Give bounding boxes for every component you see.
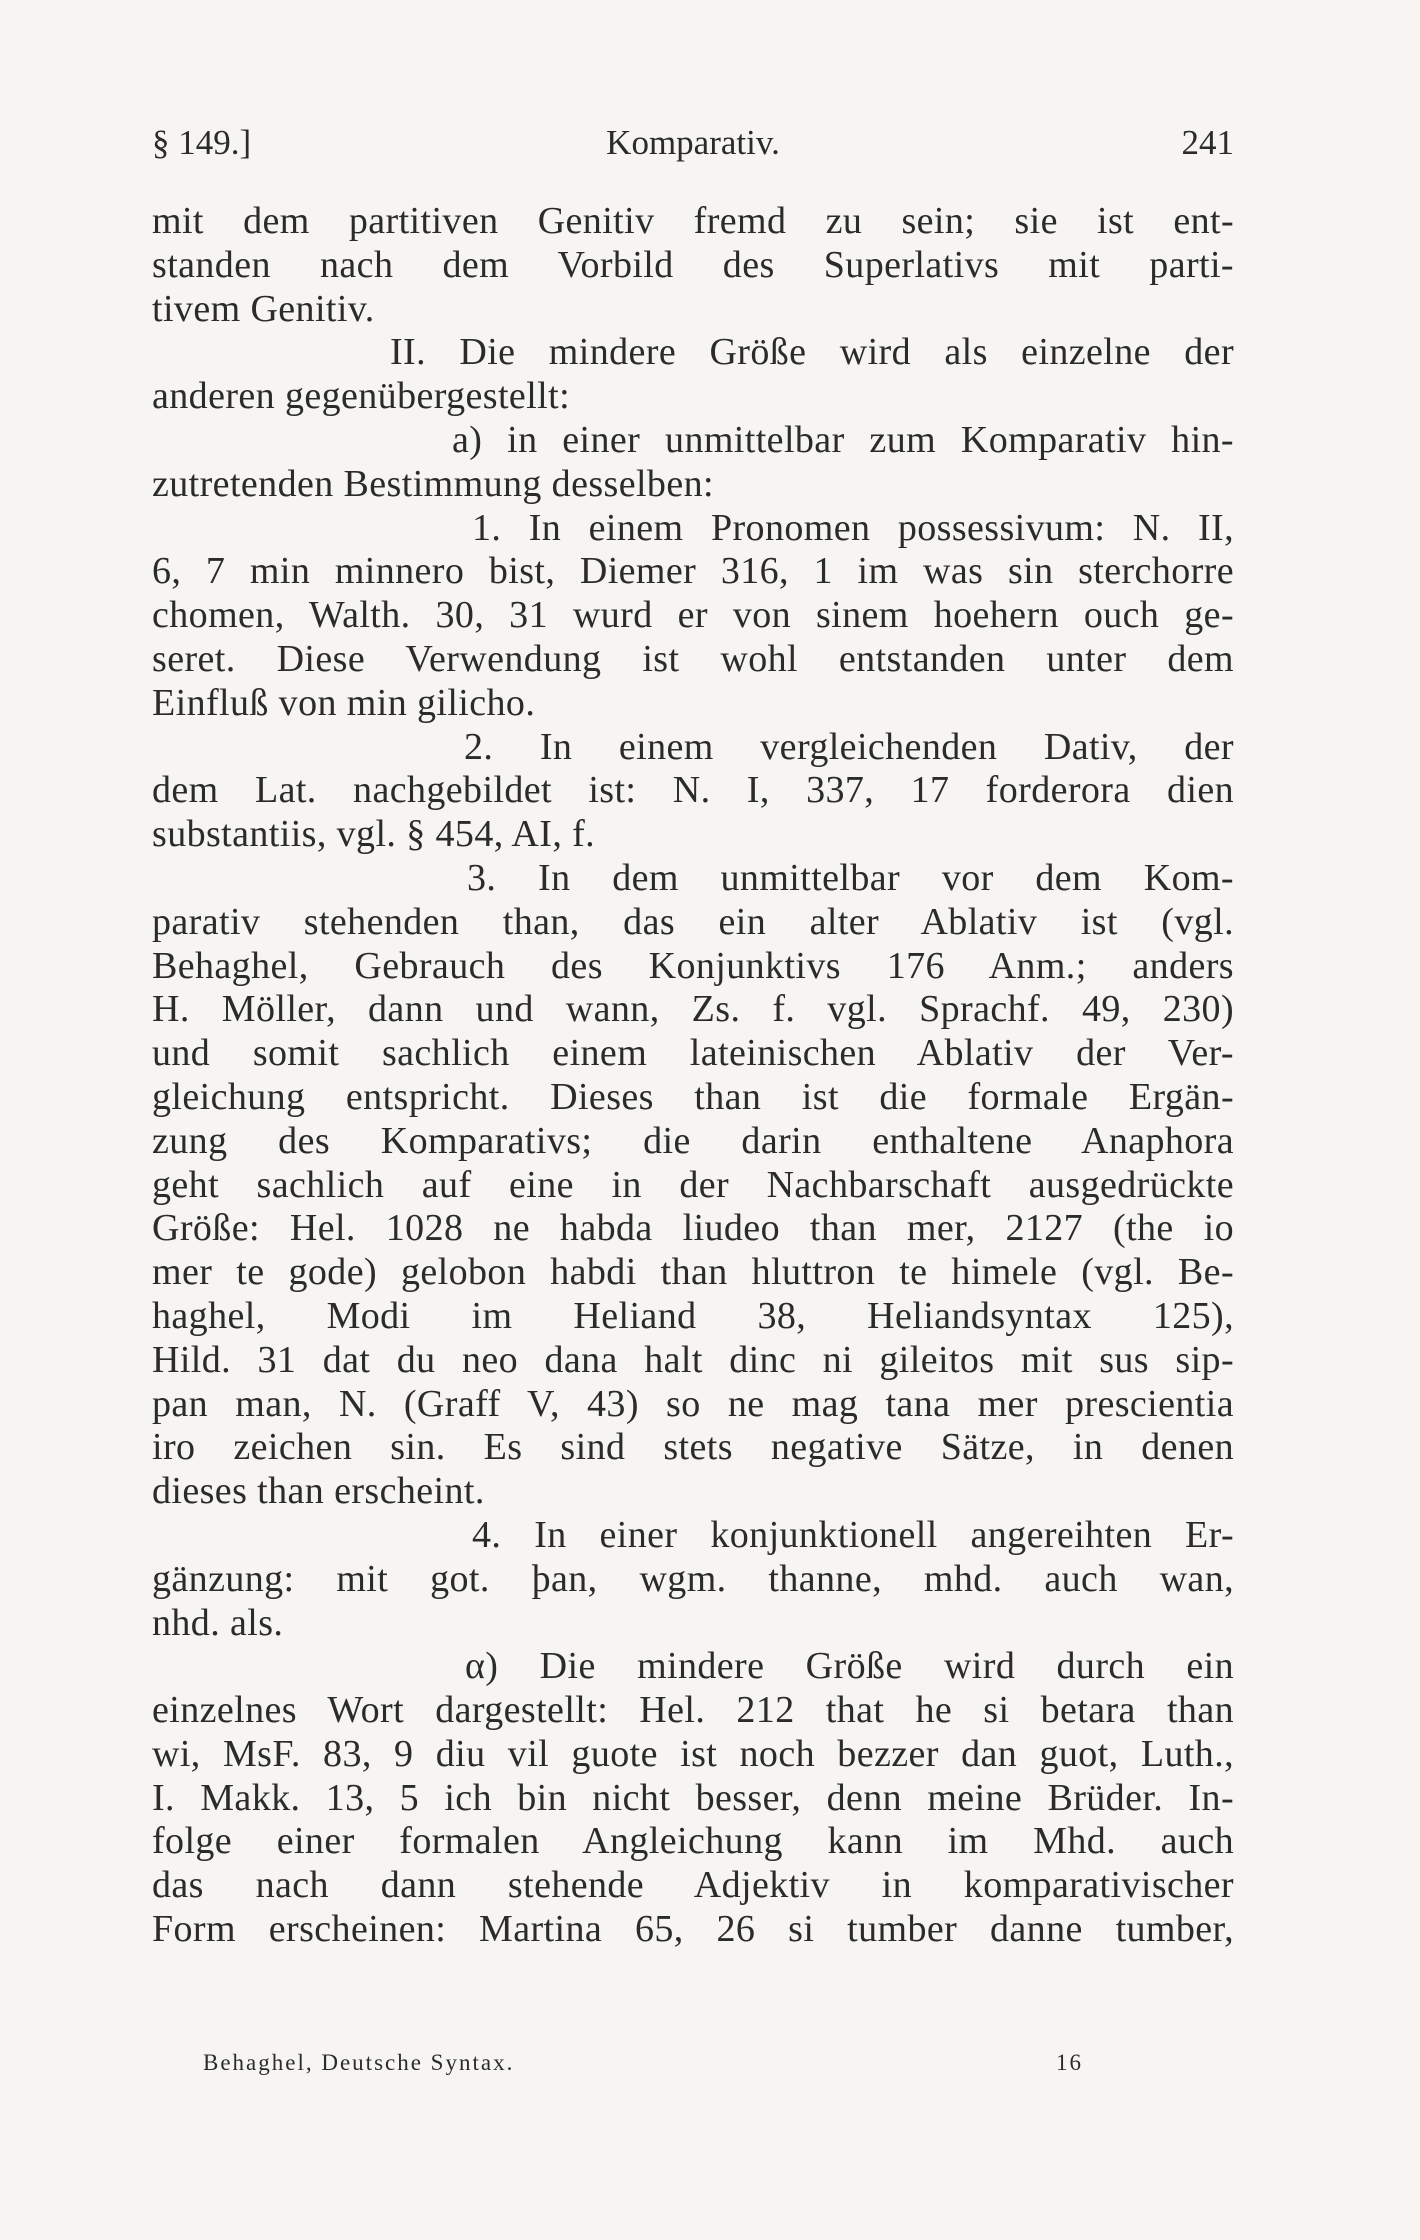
text-line: dem Lat. nachgebildet ist: N. I, 337, 17 forderora dien: [152, 769, 1234, 812]
text-line: Größe: Hel. 1028 ne habda liudeo than mer, 2127 (the io: [152, 1207, 1234, 1250]
text-line: II. Die mindere Größe wird als einzelne der: [390, 331, 1234, 374]
text-line: dieses than erscheint.: [152, 1470, 485, 1513]
body-text: [152, 200, 1234, 1952]
text-line: 3. In dem unmittelbar vor dem Kom-: [467, 856, 1234, 899]
text-line: das nach dann stehende Adjektiv in komparativischer: [152, 1864, 1234, 1907]
running-header: [152, 118, 1234, 168]
running-title: Komparativ.: [606, 123, 780, 162]
text-line: chomen, Walth. 30, 31 wurd er von sinem hoehern ouch ge-: [152, 594, 1234, 637]
text-line: Hild. 31 dat du neo dana halt dinc ni gileitos mit sus sip-: [152, 1338, 1234, 1381]
text-line: substantiis, vgl. § 454, AI, f.: [152, 813, 596, 856]
text-line: anderen gegenübergestellt:: [152, 375, 571, 418]
text-line: und somit sachlich einem lateinischen Ablativ der Ver-: [152, 1032, 1234, 1075]
text-line: zung des Komparativs; die darin enthaltene Anaphora: [152, 1119, 1234, 1162]
text-line: einzelnes Wort dargestellt: Hel. 212 that he si betara than: [152, 1689, 1234, 1732]
signature-mark: 16: [1056, 2050, 1083, 2075]
text-line: gänzung: mit got. þan, wgm. thanne, mhd. auch wan,: [152, 1557, 1234, 1600]
text-line: 6, 7 min minnero bist, Diemer 316, 1 im was sin sterchorre: [152, 550, 1234, 593]
text-line: I. Makk. 13, 5 ich bin nicht besser, denn meine Brüder. In-: [152, 1776, 1234, 1819]
text-line: Form erscheinen: Martina 65, 26 si tumber danne tumber,: [152, 1908, 1234, 1951]
text-line: a) in einer unmittelbar zum Komparativ hin-: [452, 418, 1234, 461]
text-line: mit dem partitiven Genitiv fremd zu sein; sie ist ent-: [152, 200, 1234, 242]
text-line: Einfluß von min gilicho.: [152, 681, 536, 724]
page-number: 241: [1181, 123, 1234, 162]
text-line: folge einer formalen Angleichung kann im Mhd. auch: [152, 1820, 1234, 1863]
text-line: haghel, Modi im Heliand 38, Heliandsyntax 125),: [152, 1294, 1234, 1337]
text-line: iro zeichen sin. Es sind stets negative Sätze, in denen: [152, 1426, 1234, 1469]
footer-signature: Behaghel, Deutsche Syntax.: [203, 2050, 515, 2075]
text-line: zutretenden Bestimmung desselben:: [152, 462, 714, 505]
page-footer: [203, 2043, 1083, 2083]
text-line: nhd. als.: [152, 1601, 284, 1644]
text-line: tivem Genitiv.: [152, 287, 375, 330]
text-line: gleichung entspricht. Dieses than ist die formale Ergän-: [152, 1075, 1234, 1118]
text-line: 2. In einem vergleichenden Dativ, der: [464, 725, 1234, 768]
text-line: α) Die mindere Größe wird durch ein: [465, 1645, 1234, 1688]
text-line: parativ stehenden than, das ein alter Ablativ ist (vgl.: [152, 900, 1234, 943]
text-line: geht sachlich auf eine in der Nachbarschaft ausgedrückte: [152, 1163, 1234, 1206]
text-line: Behaghel, Gebrauch des Konjunktivs 176 Anm.; anders: [152, 944, 1234, 987]
text-line: pan man, N. (Graff V, 43) so ne mag tana mer prescientia: [152, 1382, 1234, 1425]
text-line: seret. Diese Verwendung ist wohl entstanden unter dem: [152, 637, 1234, 680]
text-line: H. Möller, dann und wann, Zs. f. vgl. Sprachf. 49, 230): [152, 988, 1234, 1031]
section-reference: § 149.]: [152, 123, 252, 162]
text-line: 1. In einem Pronomen possessivum: N. II,: [472, 506, 1234, 549]
text-line: mer te gode) gelobon habdi than hluttron te himele (vgl. Be-: [152, 1251, 1234, 1294]
text-line: standen nach dem Vorbild des Superlativs mit parti-: [152, 243, 1234, 286]
text-line: wi, MsF. 83, 9 diu vil guote ist noch bezzer dan guot, Luth.,: [152, 1732, 1234, 1775]
text-line: 4. In einer konjunktionell angereihten Er-: [472, 1513, 1234, 1556]
